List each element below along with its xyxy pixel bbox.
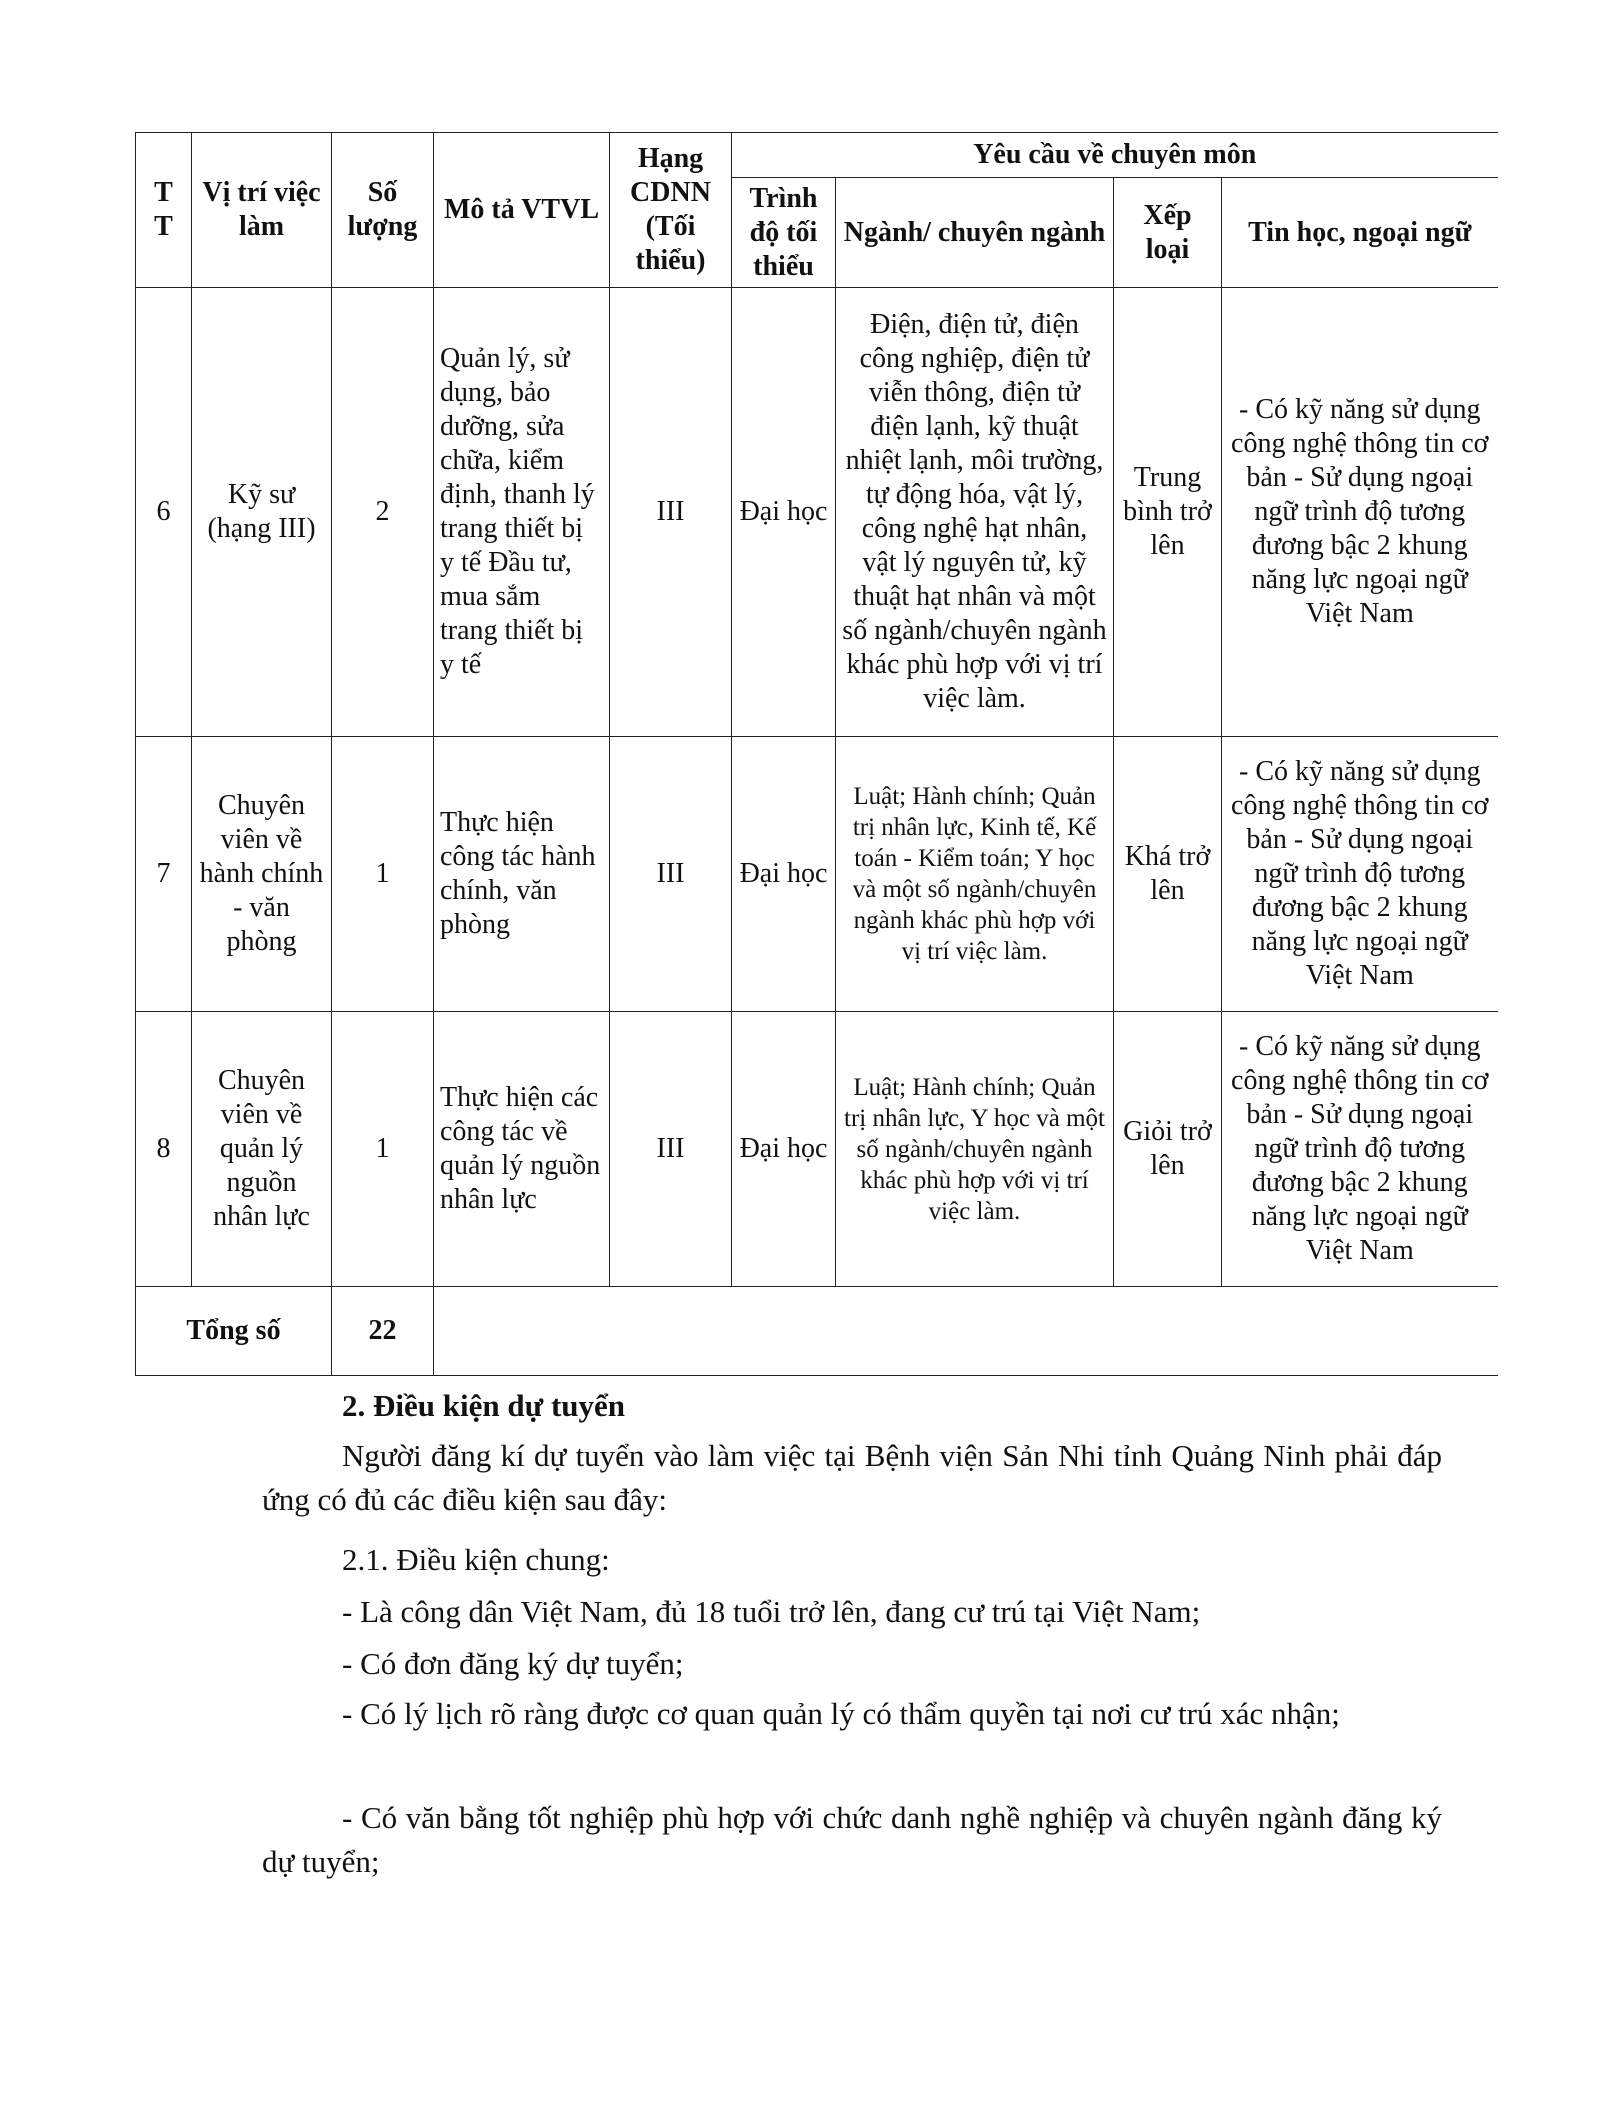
condition-item: - Có lý lịch rõ ràng được cơ quan quản lý có thẩm quyền tại nơi cư trú xác nhận; (342, 1696, 1340, 1731)
table-row (136, 288, 1498, 737)
cell-it-language: - Có kỹ năng sử dụng công nghệ thông tin cơ bản - Sử dụng ngoại ngữ trình độ tương đương bậc 2 khung năng lực ngoại ngữ Việt Nam (1222, 737, 1498, 1012)
cell-position: Kỹ sư (hạng III) (192, 288, 332, 737)
section-heading: 2. Điều kiện dự tuyển (342, 1388, 626, 1423)
cell-position: Chuyên viên về hành chính - văn phòng (192, 737, 332, 1012)
cell-education-level: Đại học (732, 737, 836, 1012)
header-education-level: Trình độ tối thiểu (732, 178, 836, 288)
cell-grade: Trung bình trở lên (1114, 288, 1222, 737)
table-header-row (136, 133, 1498, 178)
header-quantity: Số lượng (332, 133, 434, 288)
cell-it-language: - Có kỹ năng sử dụng công nghệ thông tin cơ bản - Sử dụng ngoại ngữ trình độ tương đương bậc 2 khung năng lực ngoại ngữ Việt Nam (1222, 288, 1498, 737)
total-value: 22 (332, 1287, 434, 1376)
cell-tt: 8 (136, 1012, 192, 1287)
cell-description: Thực hiện công tác hành chính, văn phòng (434, 737, 610, 1012)
cell-quantity: 1 (332, 737, 434, 1012)
header-rank: Hạng CDNN (Tối thiểu) (610, 133, 732, 288)
table-row (136, 737, 1498, 1012)
cell-rank: III (610, 288, 732, 737)
cell-education-level: Đại học (732, 1012, 836, 1287)
cell-it-language: - Có kỹ năng sử dụng công nghệ thông tin cơ bản - Sử dụng ngoại ngữ trình độ tương đương bậc 2 khung năng lực ngoại ngữ Việt Nam (1222, 1012, 1498, 1287)
header-tt: T T (136, 133, 192, 288)
cell-quantity: 1 (332, 1012, 434, 1287)
section-intro: Người đăng kí dự tuyển vào làm việc tại Bệnh viện Sản Nhi tỉnh Quảng Ninh phải đáp ứng có đủ các điều kiện sau đây: (262, 1438, 1442, 1517)
header-it-language: Tin học, ngoại ngữ (1222, 178, 1498, 288)
header-description: Mô tả VTVL (434, 133, 610, 288)
cell-education-level: Đại học (732, 288, 836, 737)
cell-tt: 6 (136, 288, 192, 737)
table-total-row (136, 1287, 1498, 1376)
total-label: Tổng số (136, 1287, 332, 1376)
cell-description: Quản lý, sử dụng, bảo dưỡng, sửa chữa, kiểm định, thanh lý trang thiết bị y tế Đầu tư, mua sắm trang thiết bị y tế (434, 288, 610, 737)
total-empty-cell (434, 1287, 1498, 1376)
cell-rank: III (610, 737, 732, 1012)
cell-description: Thực hiện các công tác về quản lý nguồn nhân lực (434, 1012, 610, 1287)
cell-rank: III (610, 1012, 732, 1287)
header-major: Ngành/ chuyên ngành (836, 178, 1114, 288)
cell-major: Luật; Hành chính; Quản trị nhân lực, Kinh tế, Kế toán - Kiểm toán; Y học và một số ngành/chuyên ngành khác phù hợp với vị trí việc làm. (836, 737, 1114, 1012)
header-position: Vị trí việc làm (192, 133, 332, 288)
condition-item: - Có văn bằng tốt nghiệp phù hợp với chức danh nghề nghiệp và chuyên ngành đăng ký dự tuyển; (262, 1800, 1442, 1879)
cell-grade: Giỏi trở lên (1114, 1012, 1222, 1287)
cell-tt: 7 (136, 737, 192, 1012)
header-requirements-group: Yêu cầu về chuyên môn (732, 133, 1498, 178)
cell-major: Điện, điện tử, điện công nghiệp, điện tử viễn thông, điện tử điện lạnh, kỹ thuật nhiệt lạnh, môi trường, tự động hóa, vật lý, công nghệ hạt nhân, vật lý nguyên tử, kỹ thuật hạt nhân và một số ngành/chuyên ngành khác phù hợp với vị trí việc làm. (836, 288, 1114, 737)
cell-quantity: 2 (332, 288, 434, 737)
condition-item: - Có đơn đăng ký dự tuyển; (342, 1646, 684, 1681)
condition-item: - Là công dân Việt Nam, đủ 18 tuổi trở lên, đang cư trú tại Việt Nam; (342, 1594, 1201, 1629)
cell-position: Chuyên viên về quản lý nguồn nhân lực (192, 1012, 332, 1287)
cell-major: Luật; Hành chính; Quản trị nhân lực, Y học và một số ngành/chuyên ngành khác phù hợp với vị trí việc làm. (836, 1012, 1114, 1287)
section-subheading: 2.1. Điều kiện chung: (342, 1542, 610, 1577)
table-row (136, 1012, 1498, 1287)
cell-grade: Khá trở lên (1114, 737, 1222, 1012)
header-grade: Xếp loại (1114, 178, 1222, 288)
recruitment-table (135, 132, 1498, 1376)
